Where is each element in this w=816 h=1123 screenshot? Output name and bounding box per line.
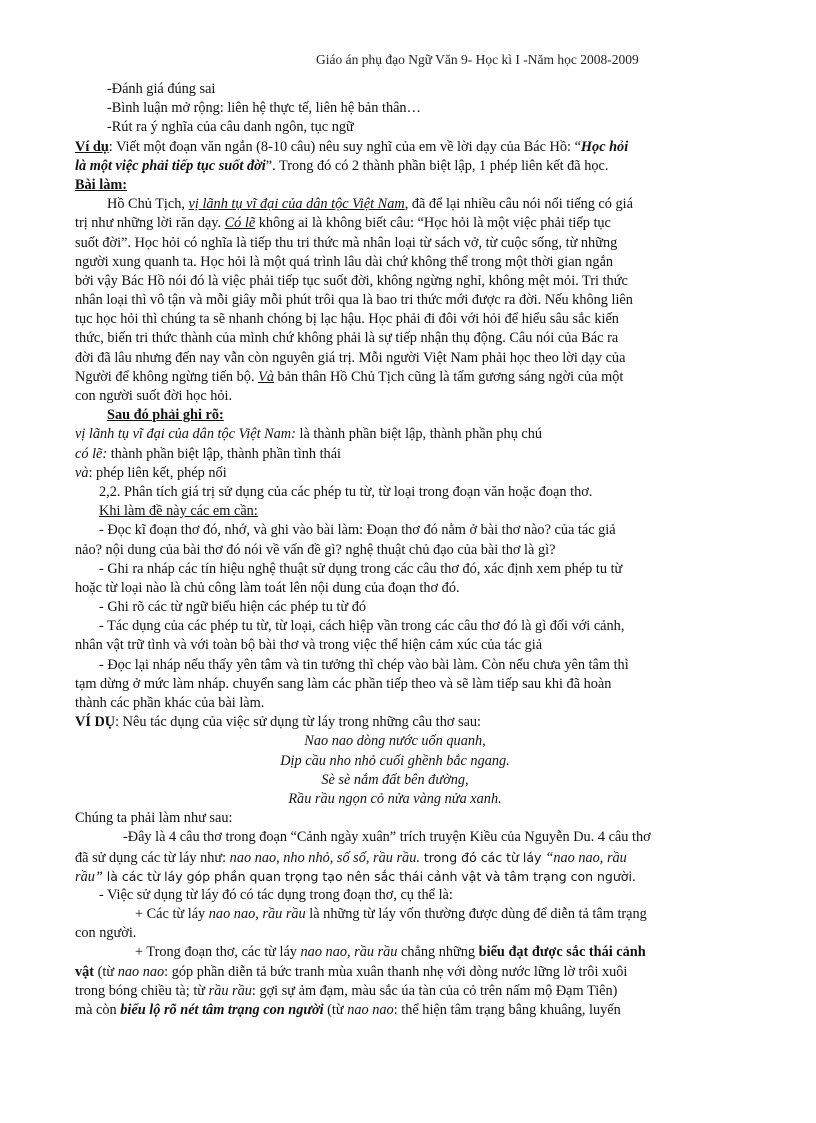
method-line: - Việc sử dụng từ láy đó có tác dụng trong đoạn thơ, cụ thể là: (99, 886, 453, 903)
method-line: -Đây là 4 câu thơ trong đoạn “Cảnh ngày xuân” trích truyện Kiều của Nguyễn Du. 4 câu thơ (123, 829, 651, 846)
step-line: nhân vật trữ tình và với toàn bộ bài thơ và trong việc thể hiện cảm xúc của tác giả (75, 637, 543, 654)
method-line: trong bóng chiều tà; từ rầu rầu: gợi sự ảm đạm, màu sắc úa tàn của cỏ trên nấm mộ Đạm Tiên) (75, 982, 618, 999)
paragraph-line: đời đã lâu nhưng đến nay vẫn còn nguyên giá trị. Mỗi người Việt Nam phải học theo lời dạy của (75, 349, 626, 366)
example2-label: VÍ DỤ (75, 714, 116, 731)
paragraph-line: thức, biến tri thức thành của mình chứ không phải là sự tiếp nhận thụ động. Câu nói của Bác ra (75, 330, 619, 347)
method-line: đã sử dụng các từ láy như: nao nao, nho nhỏ, số số, rầu rầu. trong đó các từ láy “nao nao, rầu (75, 849, 627, 866)
step-line: hoặc từ loại nào là chủ công làm toát lên nội dung của đoạn thơ đó. (75, 579, 460, 596)
conjunction: Và (258, 368, 274, 385)
paragraph-line: người xung quanh ta. Học hỏi là một quá trình lâu dài chứ không thể trong một thời gian ngắn (75, 253, 614, 270)
step-line: nảo? nội dung của bài thơ đó nói về vấn đề gì? nghệ thuật chủ đạo của bài thơ là gì? (75, 541, 556, 558)
method-line: + Trong đoạn thơ, các từ láy nao nao, rầu rầu chẳng những biểu đạt được sắc thái cảnh (135, 944, 646, 961)
modal-phrase: Có lẽ (224, 215, 256, 232)
step-line: tạm dừng ở mức làm nháp. chuyển sang làm các phần tiếp theo và sẽ làm tiếp sau khi đã hoàn (75, 675, 612, 692)
step-line: - Đọc lại nháp nếu thấy yên tâm và tin tưởng thì chép vào bài làm. Còn nếu chưa yên tâm thì (99, 656, 629, 673)
method-line: mà còn biểu lộ rõ nét tâm trạng con người (từ nao nao: thể hiện tâm trạng bâng khuâng, luyến (75, 1002, 621, 1018)
poem-line: Nao nao dòng nước uốn quanh, (304, 733, 486, 750)
intro-item: -Rút ra ý nghĩa của câu danh ngôn, tục ngữ (107, 119, 354, 136)
document-body (75, 80, 715, 1020)
answer-heading: Bài làm: (75, 176, 128, 193)
step-line: - Đọc kĩ đoạn thơ đó, nhớ, và ghi vào bài làm: Đoạn thơ đó nằm ở bài thơ nào? của tác giả (99, 522, 616, 539)
paragraph-line: Hồ Chủ Tịch, vị lãnh tụ vĩ đại của dân tộc Việt Nam, đã để lại nhiều câu nói nổi tiếng có giá (107, 196, 633, 213)
intro-item: -Bình luận mở rộng: liên hệ thực tế, liên hệ bản thân… (107, 100, 421, 117)
example-prompt-line: Ví dụ: Viết một đoạn văn ngắn (8-10 câu) nêu suy nghĩ của em về lời dạy của Bác Hồ: “Học hỏi (75, 138, 629, 155)
method-line: con người. (75, 925, 137, 942)
paragraph-line: Người để không ngừng tiến bộ. Và bản thân Hồ Chủ Tịch cũng là tấm gương sáng ngời của một (75, 368, 624, 385)
method-line: vật (từ nao nao: góp phần diễn tả bức tranh mùa xuân thanh nhẹ với dòng nước lững lờ trôi xuôi (75, 963, 628, 980)
poem-line: Dịp cầu nho nhỏ cuối ghềnh bắc ngang. (280, 752, 510, 769)
step-line: thành các phần khác của bài làm. (75, 695, 265, 711)
note-item: vị lãnh tụ vĩ đại của dân tộc Việt Nam: là thành phần biệt lập, thành phần phụ chú (75, 426, 543, 443)
note-item: có lẽ: thành phần biệt lập, thành phần tình thái (75, 445, 342, 462)
method-line: rầu” là các từ láy góp phần quan trọng tạo nên sắc thái cảnh vật và tâm trạng con người. (75, 868, 636, 885)
poem-line: Rầu rầu ngọn cỏ nửa vàng nửa xanh. (288, 790, 502, 807)
method-heading: Chúng ta phải làm như sau: (75, 810, 233, 827)
paragraph-line: bởi vậy Bác Hồ nói đó là việc phải tiếp tục suốt đời, không ngừng nghỉ, không mệt mỏi. Tri thức (75, 272, 628, 289)
intro-item: -Đánh giá đúng sai (107, 81, 216, 97)
apposition-phrase: vị lãnh tụ vĩ đại của dân tộc Việt Nam (188, 196, 405, 213)
section-subheading: Khi làm đề này các em cần: (99, 503, 258, 520)
note-item: và: phép liên kết, phép nối (75, 464, 227, 481)
paragraph-line: trị như những lời răn dạy. Có lẽ không ai là không biết câu: “Học hỏi là một việc phải tiếp tục (75, 215, 611, 232)
section-title: 2,2. Phân tích giá trị sử dụng của các phép tu từ, từ loại trong đoạn văn hoặc đoạn thơ. (99, 483, 593, 500)
poem-line: Sè sè nắm đất bên đường, (321, 771, 469, 788)
step-line: - Tác dụng của các phép tu từ, từ loại, cách hiệp vần trong các câu thơ đó là gì đối với cảnh, (99, 618, 625, 635)
paragraph-line: con người suốt đời học hỏi. (75, 388, 233, 404)
paragraph-line: nhân loại thì vô tận và mỗi giây mỗi phút trôi qua là bao tri thức mới được ra đời. Nếu không liên (75, 292, 633, 309)
paragraph-line: tục học hỏi thì chúng ta sẽ nhanh chóng bị lạc hậu. Học phải đi đôi với hỏi để hiểu sâu sắc kiến (75, 311, 619, 328)
page-header: Giáo án phụ đạo Ngữ Văn 9- Học kì I -Năm học 2008-2009 (316, 52, 639, 67)
example-prompt-line: là một việc phải tiếp tục suốt đời”. Trong đó có 2 thành phần biệt lập, 1 phép liên kết đã học. (75, 157, 609, 174)
example2-prompt: VÍ DỤ: Nêu tác dụng của việc sử dụng từ láy trong những câu thơ sau: (75, 714, 482, 731)
notes-heading: Sau đó phải ghi rõ: (107, 407, 224, 424)
example-label: Ví dụ (75, 138, 109, 155)
step-line: - Ghi rõ các từ ngữ biểu hiện các phép tu từ đó (99, 599, 367, 616)
step-line: - Ghi ra nháp các tín hiệu nghệ thuật sử dụng trong các câu thơ đó, xác định xem phép tu từ (99, 560, 623, 577)
method-line: + Các từ láy nao nao, rầu rầu là những từ láy vốn thường được dùng để diễn tả tâm trạng (135, 906, 647, 923)
paragraph-line: suốt đời”. Học hỏi có nghĩa là tiếp thu tri thức mà nhân loại từ sách vở, từ cuộc sống, từ những (75, 234, 618, 251)
